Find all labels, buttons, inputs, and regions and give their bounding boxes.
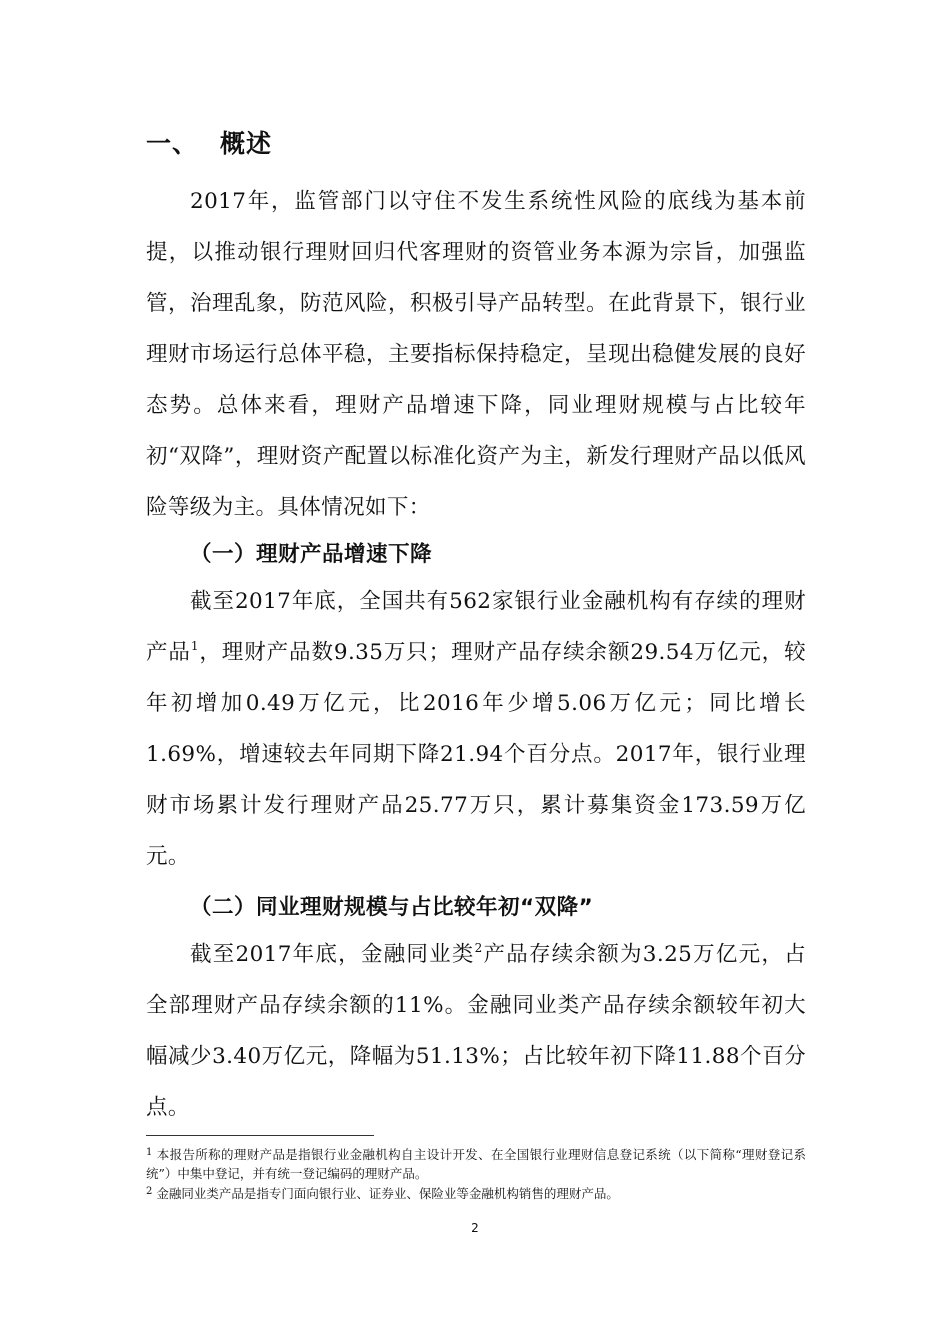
section-title: 概述 — [220, 129, 273, 158]
subsection-1-paragraph — [146, 576, 806, 882]
footnote-2-text: 金融同业类产品是指专门面向银行业、证券业、保险业等金融机构销售的理财产品。 — [156, 1186, 619, 1201]
footnote-1 — [146, 1143, 806, 1183]
footnote-divider — [146, 1135, 374, 1136]
subsection-1-text-before: 截至2017年底，全国共有562家银行业金融机构有存续的理财产品 — [146, 589, 806, 665]
subsection-2-heading: （二）同业理财规模与占比较年初“双降” — [190, 895, 594, 920]
footnote-ref-1[interactable]: 1 — [190, 639, 199, 653]
intro-paragraph: 2017年，监管部门以守住不发生系统性风险的底线为基本前提，以推动银行理财回归代客理财的资管业务本源为宗旨，加强监管，治理乱象，防范风险，积极引导产品转型。在此背景下，银行业理财市场运行总体平稳，主要指标保持稳定，呈现出稳健发展的良好态势。总体来看，理财产品增速下降，同业理财规模与占比较年初“双降”，理财资产配置以标准化资产为主，新发行理财产品以低风险等级为主。具体情况如下： — [146, 189, 806, 520]
subsection-2-text-before: 截至2017年底，金融同业类 — [190, 942, 475, 967]
subsection-2-text-after: 产品存续余额为3.25万亿元，占全部理财产品存续余额的11%。金融同业类产品存续余额较年初大幅减少3.40万亿元，降幅为51.13%；占比较年初下降11.88个百分点。 — [146, 942, 806, 1120]
footnote-2-mark: 2 — [146, 1186, 153, 1197]
footnote-2 — [146, 1182, 806, 1203]
subsection-1-heading: （一）理财产品增速下降 — [190, 542, 433, 567]
subsection-2-paragraph — [146, 929, 806, 1133]
footnote-ref-2[interactable]: 2 — [474, 941, 483, 955]
footnote-1-text: 本报告所称的理财产品是指银行业金融机构自主设计开发、在全国银行业理财信息登记系统（以下简称“理财登记系统”）中集中登记，并有统一登记编码的理财产品。 — [146, 1147, 806, 1181]
subsection-1-text-after: ，理财产品数9.35万只；理财产品存续余额29.54万亿元，较年初增加0.49万亿元，比2016年少增5.06万亿元；同比增长1.69%，增速较去年同期下降21.94个百分点。2017年，银行业理财市场累计发行理财产品25.77万只，累计募集资金173.59万亿元。 — [146, 640, 806, 869]
section-number: 一、 — [146, 129, 199, 158]
page-number: 2 — [471, 1221, 479, 1235]
footnote-1-mark: 1 — [146, 1147, 153, 1158]
section-heading — [146, 124, 272, 160]
